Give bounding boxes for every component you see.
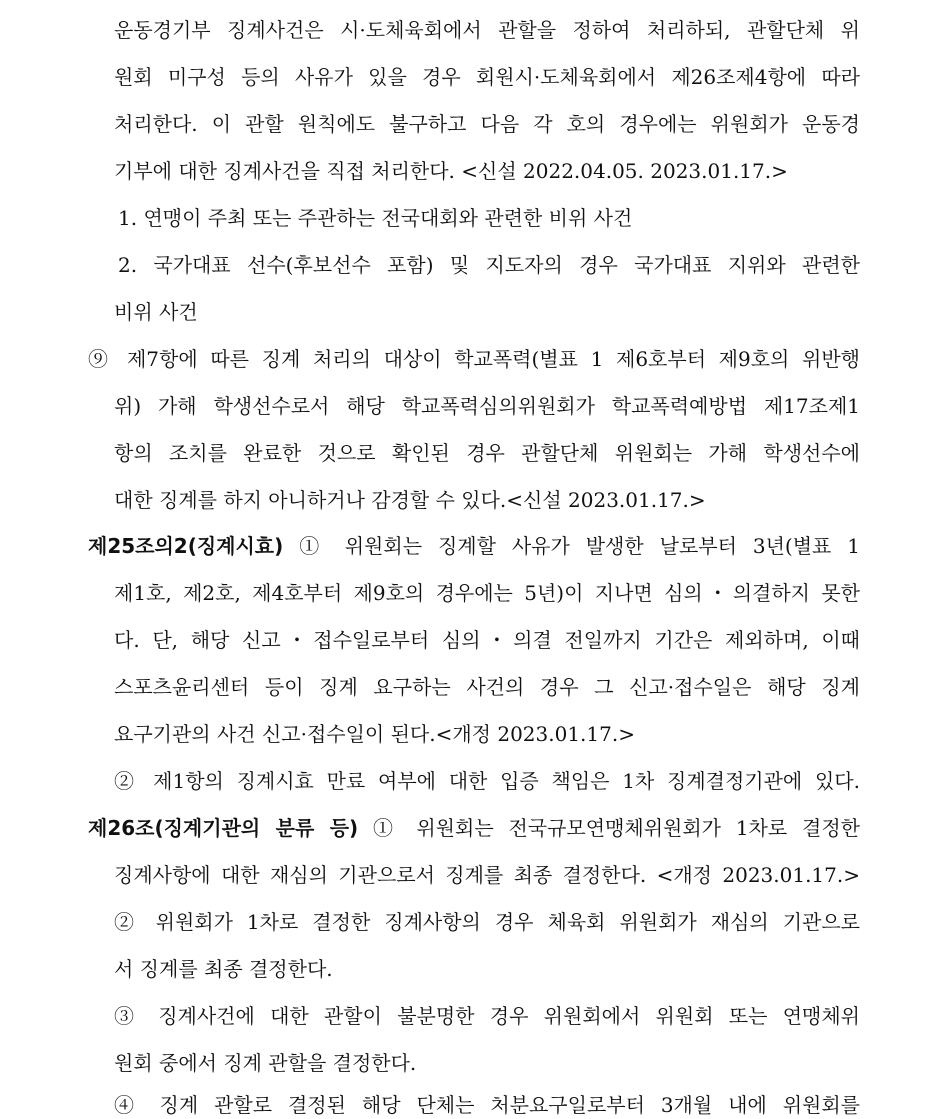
article-heading: 제26조(징계기관의 분류 등): [88, 816, 359, 840]
text-line: 대한 징계를 하지 아니하거나 감경할 수 있다.<신설 2023.01.17.>: [114, 488, 706, 512]
list-item: 1. 연맹이 주최 또는 주관하는 전국대회와 관련한 비위 사건: [118, 206, 633, 230]
text-line: 항의 조치를 완료한 것으로 확인된 경우 관할단체 위원회는 가해 학생선수에: [114, 441, 860, 465]
text-span: ① 위원회는 전국규모연맹체위원회가 1차로 결정한: [358, 816, 860, 840]
text-line: 제1호, 제2호, 제4호부터 제9호의 경우에는 5년)이 지나면 심의・의결하지 못한: [114, 581, 860, 605]
article-heading: 제25조의2(징계시효): [88, 534, 284, 558]
article-26-first-line: [88, 814, 860, 842]
article-25-2-first-line: [88, 532, 860, 560]
text-line: ③ 징계사건에 대한 관할이 불분명한 경우 위원회에서 위원회 또는 연맹체위: [114, 1004, 860, 1028]
text-line: 기부에 대한 징계사건을 직접 처리한다. <신설 2022.04.05. 2023.01.17.>: [114, 159, 788, 183]
text-line: 처리한다. 이 관할 원칙에도 불구하고 다음 각 호의 경우에는 위원회가 운동경: [114, 112, 860, 136]
text-line: 비위 사건: [114, 300, 198, 324]
text-line: 다. 단, 해당 신고・접수일로부터 심의・의결 전일까지 기간은 제외하며, 이때: [114, 628, 860, 652]
text-line: 원회 중에서 징계 관할을 결정한다.: [114, 1051, 417, 1075]
text-line: ② 위원회가 1차로 결정한 징계사항의 경우 체육회 위원회가 재심의 기관으로: [114, 910, 860, 934]
text-line: 원회 미구성 등의 사유가 있을 경우 회원시·도체육회에서 제26조제4항에 따라: [114, 65, 860, 89]
text-line: 위) 가해 학생선수로서 해당 학교폭력심의위원회가 학교폭력예방법 제17조제1: [114, 394, 860, 418]
paragraph-9: ⑨ 제7항에 따른 징계 처리의 대상이 학교폭력(별표 1 제6호부터 제9호의 위반행: [88, 347, 860, 371]
text-line: 서 징계를 최종 결정한다.: [114, 957, 333, 981]
text-line: 징계사항에 대한 재심의 기관으로서 징계를 최종 결정한다. <개정 2023.01.17.>: [114, 863, 860, 887]
list-item: 2. 국가대표 선수(후보선수 포함) 및 지도자의 경우 국가대표 지위와 관련한: [118, 253, 860, 277]
text-line: 요구기관의 사건 신고·접수일이 된다.<개정 2023.01.17.>: [114, 722, 635, 746]
text-line: 스포츠윤리센터 등이 징계 요구하는 사건의 경우 그 신고·접수일은 해당 징계: [114, 675, 860, 699]
text-line: ④ 징계 관할로 결정된 해당 단체는 처분요구일로부터 3개월 내에 위원회를: [114, 1093, 860, 1117]
text-line: ② 제1항의 징계시효 만료 여부에 대한 입증 책임은 1차 징계결정기관에 있다.: [114, 769, 860, 793]
text-line: 운동경기부 징계사건은 시·도체육회에서 관할을 정하여 처리하되, 관할단체 위: [114, 18, 860, 42]
text-span: ① 위원회는 징계할 사유가 발생한 날로부터 3년(별표 1: [283, 534, 860, 558]
